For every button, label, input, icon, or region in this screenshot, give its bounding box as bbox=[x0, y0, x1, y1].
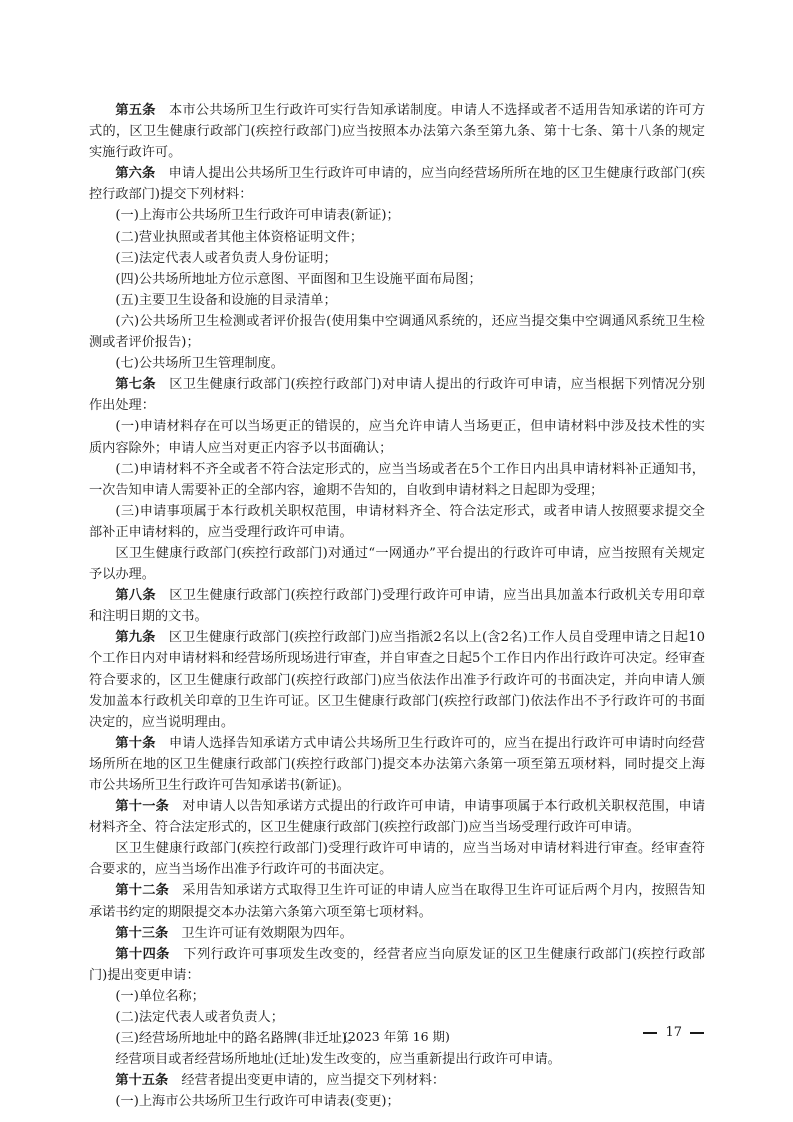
article-number: 第十五条 bbox=[115, 1073, 169, 1089]
paragraph-text: 申请人提出公共场所卫生行政许可申请的，应当向经营场所所在地的区卫生健康行政部门(疾控行政部门)提交下列材料： bbox=[89, 166, 706, 203]
paragraph bbox=[89, 986, 705, 1007]
paragraph-text: 下列行政许可事项发生改变的，经营者应当向原发证的区卫生健康行政部门(疾控行政部门)提出变更申请： bbox=[89, 946, 705, 983]
paragraph-text: 区卫生健康行政部门(疾控行政部门)对通过“一网通办”平台提出的行政许可申请，应当按照有关规定予以办理。 bbox=[89, 545, 705, 583]
page-number-block bbox=[643, 1025, 704, 1040]
paragraph-text: (一)上海市公共场所卫生行政许可申请表(变更)； bbox=[115, 1094, 400, 1110]
paragraph bbox=[89, 163, 705, 205]
article-number: 第八条 bbox=[115, 588, 156, 604]
article-number: 第十条 bbox=[115, 735, 156, 751]
paragraph bbox=[89, 100, 705, 163]
dash-left bbox=[643, 1032, 657, 1034]
article-number: 第十一条 bbox=[115, 799, 170, 815]
paragraph bbox=[89, 796, 705, 838]
issue-label: (2023 年第 16 期) bbox=[343, 1029, 450, 1044]
paragraph bbox=[89, 543, 705, 585]
paragraph-text: 卫生许可证有效期限为四年。 bbox=[181, 925, 353, 941]
paragraph-text: 经营项目或者经营场所地址(迁址)发生改变的，应当重新提出行政许可申请。 bbox=[115, 1052, 561, 1068]
paragraph-text: (二)营业执照或者其他主体资格证明文件； bbox=[115, 229, 364, 245]
document-body bbox=[89, 100, 705, 1113]
paragraph-text: (一)单位名称； bbox=[115, 988, 205, 1004]
article-number: 第六条 bbox=[115, 166, 156, 182]
paragraph bbox=[89, 1070, 705, 1091]
paragraph bbox=[89, 1007, 705, 1028]
paragraph bbox=[89, 1091, 705, 1112]
article-number: 第十二条 bbox=[115, 883, 170, 899]
page-number: 17 bbox=[665, 1025, 682, 1040]
paragraph-text: 采用告知承诺方式取得卫生许可证的申请人应当在取得卫生许可证后两个月内，按照告知承诺书约定的期限提交本办法第六条第六项至第七项材料。 bbox=[89, 883, 706, 920]
paragraph-text: (六)公共场所卫生检测或者评价报告(使用集中空调通风系统的，还应当提交集中空调通风系统卫生检测或者评价报告)； bbox=[89, 313, 705, 351]
paragraph bbox=[89, 205, 705, 226]
paragraph bbox=[89, 880, 705, 922]
paragraph bbox=[89, 353, 705, 374]
paragraph bbox=[89, 838, 705, 880]
paragraph-text: (四)公共场所地址方位示意图、平面图和卫生设施平面布局图； bbox=[115, 271, 482, 287]
paragraph bbox=[89, 374, 705, 416]
article-number: 第五条 bbox=[115, 103, 156, 118]
paragraph-text: 申请人选择告知承诺方式申请公共场所卫生行政许可的，应当在提出行政许可申请时向经营场所所在地的区卫生健康行政部门(疾控行政部门)提交本办法第六条第一项至第五项材料，同时提交上海市公共场所卫生行政许可告知承诺书(新证)。 bbox=[89, 735, 706, 793]
paragraph bbox=[89, 248, 705, 269]
paragraph bbox=[89, 1049, 705, 1070]
paragraph bbox=[89, 416, 705, 458]
paragraph-text: 经营者提出变更申请的，应当提交下列材料： bbox=[181, 1073, 446, 1089]
paragraph-text: 区卫生健康行政部门(疾控行政部门)对申请人提出的行政许可申请，应当根据下列情况分别作出处理： bbox=[89, 377, 706, 414]
paragraph-text: 区卫生健康行政部门(疾控行政部门)受理行政许可申请的，应当当场对申请材料进行审查。经审查符合要求的，应当当场作出准予行政许可的书面决定。 bbox=[89, 841, 705, 878]
paragraph bbox=[89, 944, 705, 986]
paragraph bbox=[89, 227, 705, 248]
paragraph bbox=[89, 923, 705, 944]
paragraph bbox=[89, 501, 705, 543]
paragraph-text: 区卫生健康行政部门(疾控行政部门)应当指派2名以上(含2名)工作人员自受理申请之日起10个工作日内对申请材料和经营场所现场进行审查，并自审查之日起5个工作日内作出行政许可决定。经审查符合要求的，区卫生健康行政部门(疾控行政部门)应当依法作出准予行政许可的书面决定，并向申请人颁发加盖本行政机关印章的卫生许可证。区卫生健康行政部门(疾控行政部门)依法作出不予行政许可的书面决定的，应当说明理由。 bbox=[89, 630, 706, 730]
paragraph bbox=[89, 733, 705, 796]
dash-right bbox=[690, 1032, 704, 1034]
article-number: 第十四条 bbox=[115, 946, 170, 962]
paragraph-text: (五)主要卫生设备和设施的目录清单； bbox=[115, 292, 337, 308]
paragraph-text: (三)经营场所地址中的路名路牌(非迁址)。 bbox=[115, 1031, 361, 1047]
paragraph-text: 对申请人以告知承诺方式提出的行政许可申请，申请事项属于本行政机关职权范围，申请材料齐全、符合法定形式的，区卫生健康行政部门(疾控行政部门)应当当场受理行政许可申请。 bbox=[89, 799, 706, 836]
paragraph-text: 区卫生健康行政部门(疾控行政部门)受理行政许可申请，应当出具加盖本行政机关专用印章和注明日期的文书。 bbox=[89, 588, 706, 625]
paragraph bbox=[89, 459, 705, 501]
paragraph bbox=[89, 311, 705, 353]
article-number: 第七条 bbox=[115, 377, 156, 393]
paragraph-text: (二)法定代表人或者负责人； bbox=[115, 1010, 284, 1026]
paragraph bbox=[89, 627, 705, 732]
paragraph-text: (三)法定代表人或者负责人身份证明； bbox=[115, 250, 337, 266]
paragraph-text: (二)申请材料不齐全或者不符合法定形式的，应当当场或者在5个工作日内出具申请材料补正通知书，一次告知申请人需要补正的全部内容，逾期不告知的，自收到申请材料之日起即为受理； bbox=[89, 461, 705, 498]
article-number: 第十三条 bbox=[115, 925, 169, 941]
paragraph-text: (三)申请事项属于本行政机关职权范围，申请材料齐全、符合法定形式，或者申请人按照要求提交全部补正申请材料的，应当受理行政许可申请。 bbox=[89, 503, 705, 540]
article-number: 第九条 bbox=[115, 630, 156, 646]
paragraph-text: (一)申请材料存在可以当场更正的错误的，应当允许申请人当场更正，但申请材料中涉及技术性的实质内容除外；申请人应当对更正内容予以书面确认； bbox=[89, 419, 705, 456]
paragraph-text: (七)公共场所卫生管理制度。 bbox=[115, 356, 284, 372]
paragraph bbox=[89, 290, 705, 311]
paragraph bbox=[89, 269, 705, 290]
paragraph-text: (一)上海市公共场所卫生行政许可申请表(新证)； bbox=[115, 208, 400, 224]
paragraph bbox=[89, 585, 705, 627]
paragraph-text: 本市公共场所卫生行政许可实行告知承诺制度。申请人不选择或者不适用告知承诺的许可方式的，区卫生健康行政部门(疾控行政部门)应当按照本办法第六条至第九条、第十七条、第十八条的规定实施行政许可。 bbox=[89, 103, 706, 161]
